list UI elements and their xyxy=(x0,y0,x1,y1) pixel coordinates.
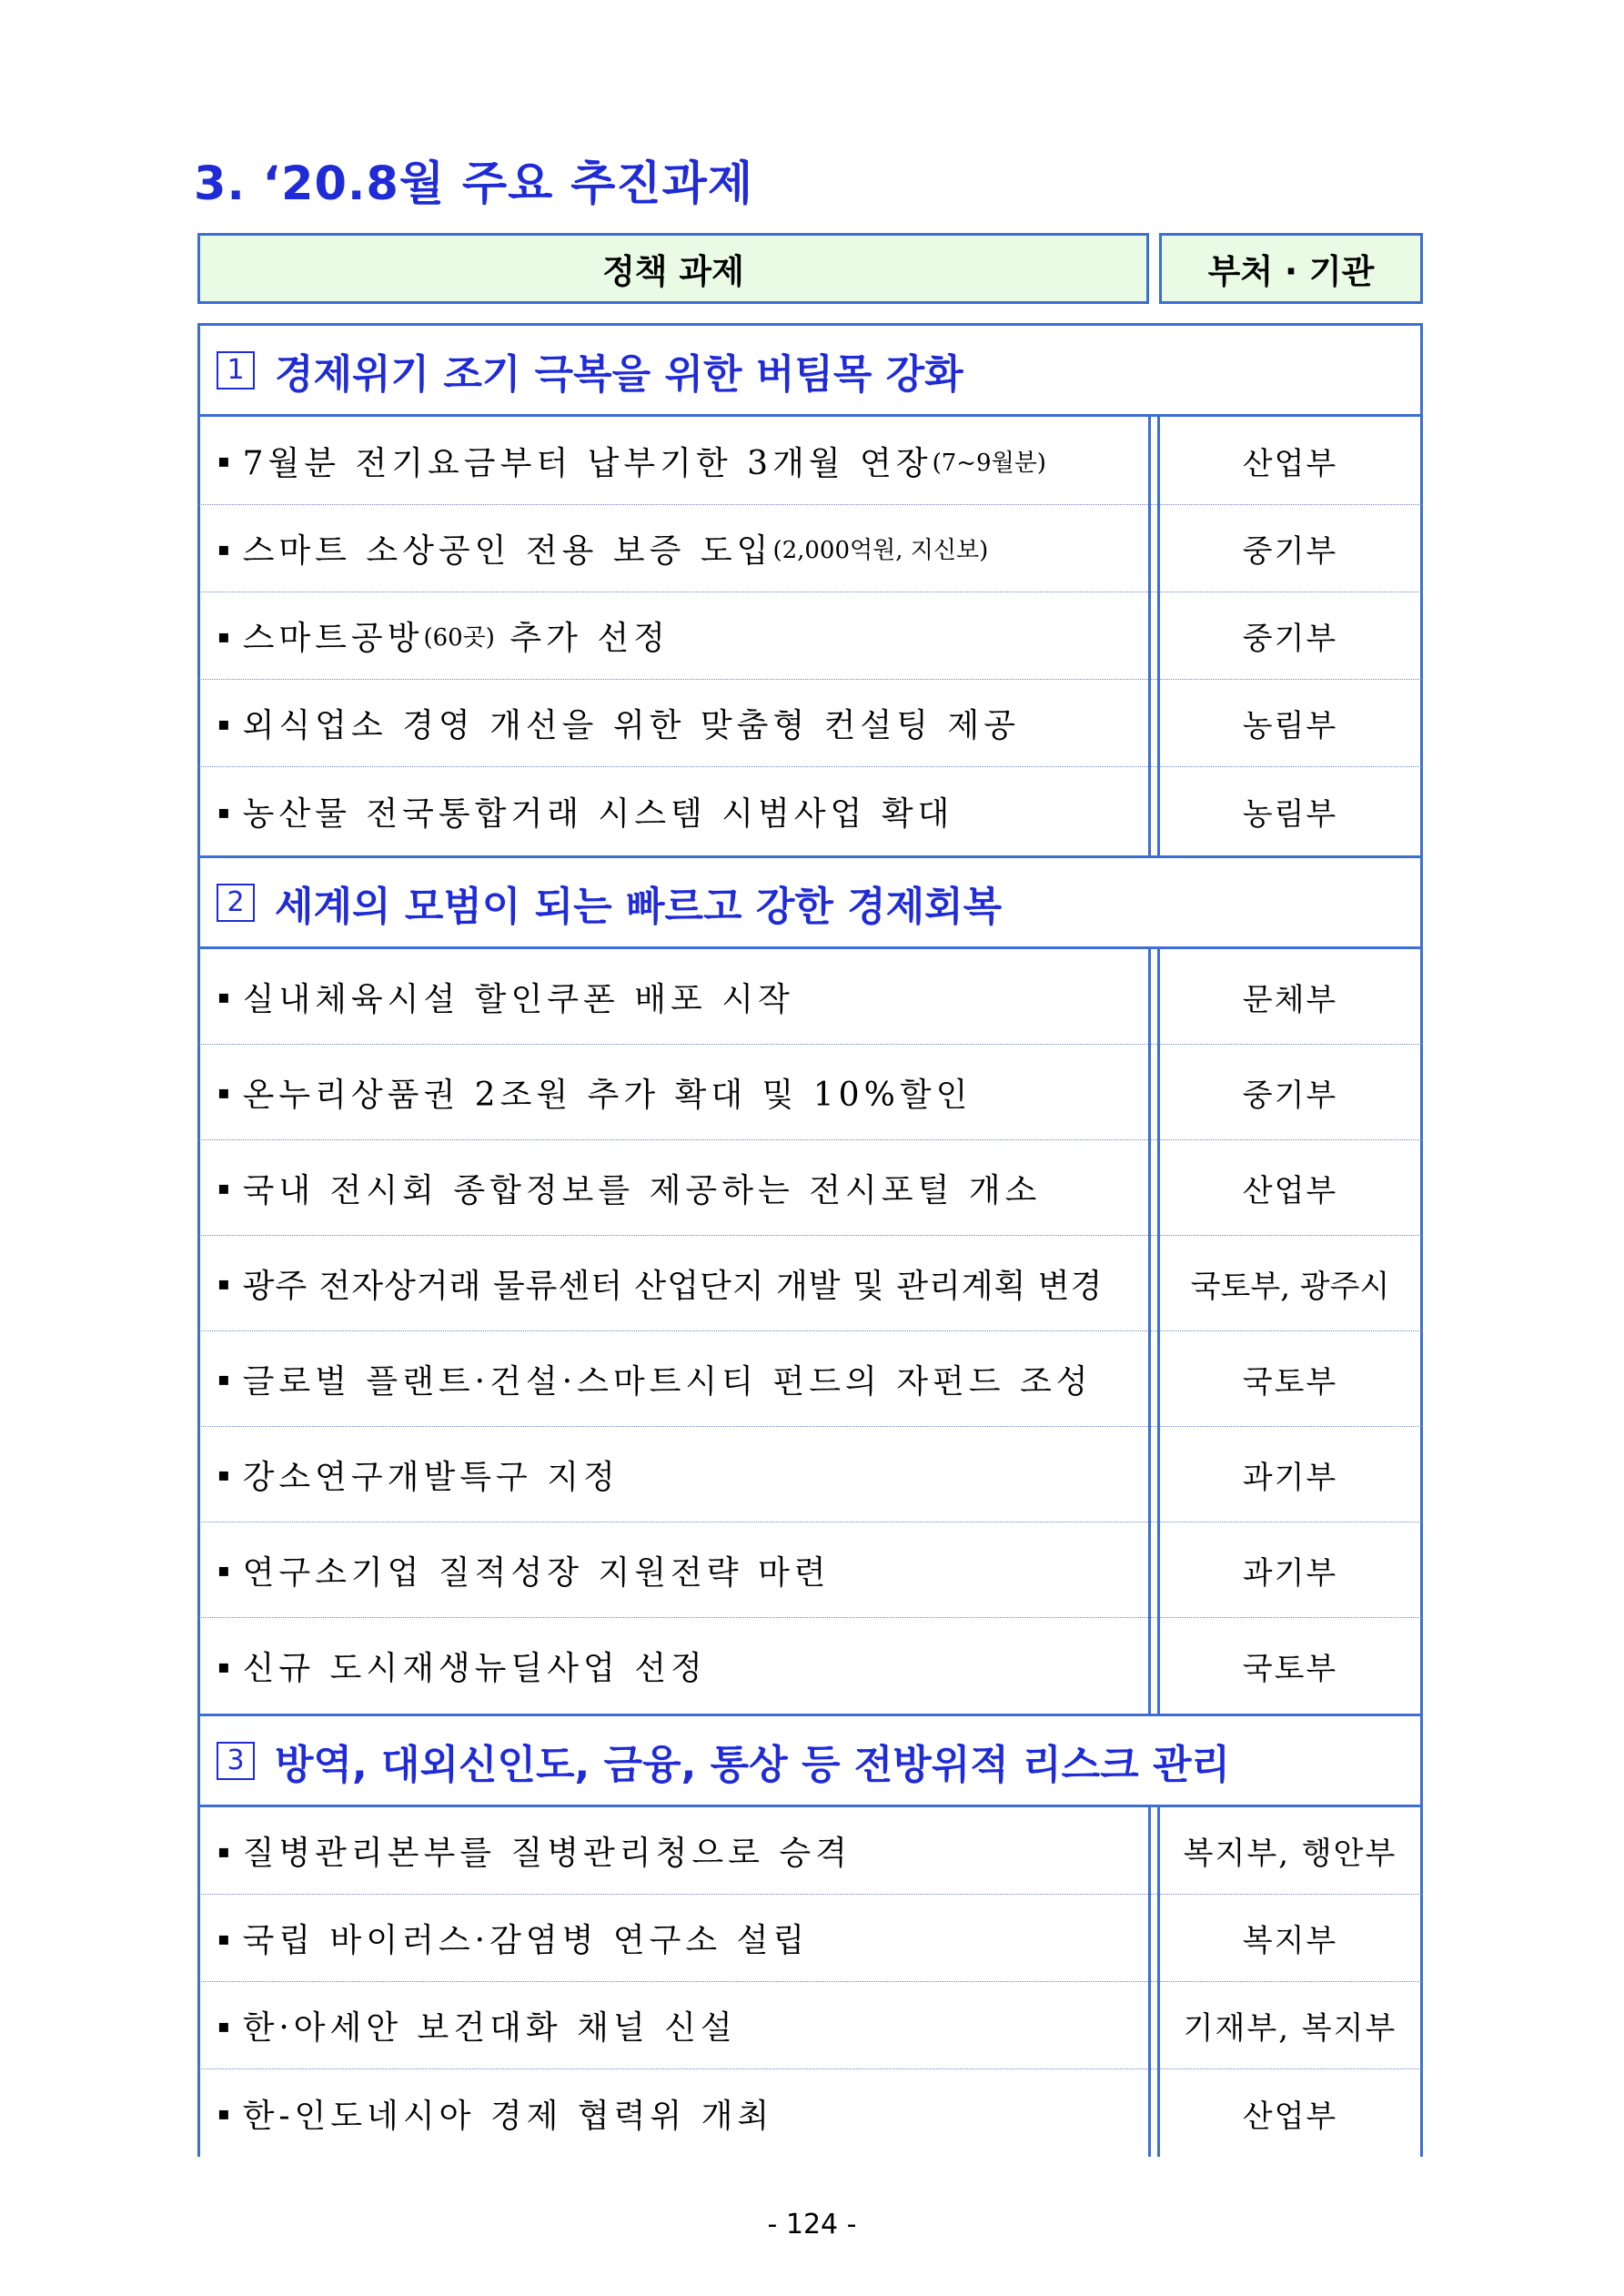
table-row xyxy=(197,767,1423,855)
task-note: (60곳) xyxy=(423,624,495,652)
task-text: 온누리상품권 2조원 추가 확대 및 10%할인 xyxy=(242,1076,973,1114)
bullet: ▪ xyxy=(217,1654,230,1677)
bullet: ▪ xyxy=(217,800,230,823)
task-text: 7월분 전기요금부터 납부기한 3개월 연장 xyxy=(242,444,933,482)
task-text: 스마트 소상공인 전용 보증 도입 xyxy=(242,532,773,570)
task-cell xyxy=(217,1236,1145,1330)
section-2-heading xyxy=(197,855,1423,949)
task-cell xyxy=(217,417,1145,504)
dept-cell: 국토부, 광주시 xyxy=(1190,1268,1390,1305)
dept-cell: 산업부 xyxy=(1242,2098,1338,2135)
task-cell xyxy=(217,592,1145,679)
section-3-heading xyxy=(197,1714,1423,1807)
dept-cell: 기재부, 복지부 xyxy=(1183,2010,1397,2047)
task-text: 한-인도네시아 경제 협력위 개최 xyxy=(242,2097,774,2135)
bullet: ▪ xyxy=(217,712,230,734)
task-cell xyxy=(217,505,1145,592)
bullet: ▪ xyxy=(217,1927,230,1949)
dept-cell: 과기부 xyxy=(1242,1554,1338,1592)
task-cell xyxy=(217,767,1145,855)
dept-cell: 중기부 xyxy=(1242,1077,1338,1114)
task-cell xyxy=(217,1895,1145,1981)
task-cell xyxy=(217,1522,1145,1617)
task-cell xyxy=(217,1982,1145,2068)
task-text: 연구소기업 질적성장 지원전략 마련 xyxy=(242,1553,831,1592)
section-3-table xyxy=(197,1807,1423,2157)
task-cell xyxy=(217,1618,1145,1714)
dept-cell: 중기부 xyxy=(1242,533,1338,570)
page-number: - 124 - xyxy=(767,2209,857,2240)
task-text: 국립 바이러스·감염병 연구소 설립 xyxy=(242,1922,810,1959)
task-cell xyxy=(217,1045,1145,1139)
task-text: 질병관리본부를 질병관리청으로 승격 xyxy=(242,1835,852,1872)
table-row xyxy=(197,417,1423,505)
dept-cell: 과기부 xyxy=(1242,1459,1338,1496)
task-cell xyxy=(217,680,1145,766)
header-task: 정책 과제 xyxy=(197,233,1149,304)
section-number: 3 xyxy=(217,1742,255,1780)
section-1-heading xyxy=(197,323,1423,417)
task-text: 스마트공방 xyxy=(242,620,424,657)
table-row xyxy=(197,1427,1423,1522)
table-row xyxy=(197,1895,1423,1982)
task-text: 강소연구개발특구 지정 xyxy=(242,1458,620,1496)
dept-cell: 중기부 xyxy=(1242,621,1338,657)
bullet: ▪ xyxy=(217,1463,230,1485)
bullet: ▪ xyxy=(217,537,230,560)
dept-cell: 국토부 xyxy=(1242,1651,1338,1687)
task-cell xyxy=(217,949,1145,1044)
dept-cell: 국토부 xyxy=(1242,1363,1338,1401)
bullet: ▪ xyxy=(217,1081,230,1103)
bullet: ▪ xyxy=(217,986,230,1007)
bullet: ▪ xyxy=(217,450,230,471)
page-title: 3. ‘20.8월 주요 추진과제 xyxy=(194,157,754,211)
task-text: 광주 전자상거래 물류센터 산업단지 개발 및 관리계획 변경 xyxy=(242,1267,1104,1305)
section-1-table xyxy=(197,417,1423,855)
table-row xyxy=(197,1140,1423,1236)
table-row xyxy=(197,1331,1423,1427)
header-dept: 부처 · 기관 xyxy=(1159,233,1423,304)
section-title: 세계의 모범이 되는 빠르고 강한 경제회복 xyxy=(275,883,1003,930)
table-row xyxy=(197,2069,1423,2157)
section-number: 2 xyxy=(217,884,255,922)
dept-cell: 농림부 xyxy=(1242,796,1338,833)
bullet: ▪ xyxy=(217,2102,230,2124)
table-row xyxy=(197,1522,1423,1618)
table-row xyxy=(197,1618,1423,1714)
table-row xyxy=(197,1982,1423,2069)
task-cell xyxy=(217,1140,1145,1235)
task-text: 농산물 전국통합거래 시스템 시범사업 확대 xyxy=(242,795,954,833)
task-text: 글로벌 플랜트·건설·스마트시티 펀드의 자펀드 조성 xyxy=(242,1362,1093,1401)
bullet: ▪ xyxy=(217,1177,230,1199)
table-row xyxy=(197,592,1423,680)
table-row xyxy=(197,505,1423,592)
dept-cell: 문체부 xyxy=(1242,981,1338,1018)
section-number: 1 xyxy=(217,351,255,389)
table-row xyxy=(197,949,1423,1045)
task-text: 한·아세안 보건대화 채널 신설 xyxy=(242,2009,737,2047)
dept-cell: 산업부 xyxy=(1242,445,1338,482)
table-row xyxy=(197,1045,1423,1140)
task-text: 외식업소 경영 개선을 위한 맞춤형 컨설팅 제공 xyxy=(242,707,1020,744)
task-note: (2,000억원, 지신보) xyxy=(772,537,989,564)
bullet: ▪ xyxy=(217,1839,230,1862)
dept-cell: 산업부 xyxy=(1242,1172,1338,1209)
task-text: 신규 도시재생뉴딜사업 선정 xyxy=(242,1650,707,1687)
task-cell xyxy=(217,1331,1145,1426)
table-row xyxy=(197,1236,1423,1331)
task-cell xyxy=(217,1427,1145,1522)
dept-cell: 복지부, 행안부 xyxy=(1183,1836,1397,1872)
task-cell xyxy=(217,2069,1145,2157)
section-title: 방역, 대외신인도, 금융, 통상 등 전방위적 리스크 관리 xyxy=(275,1741,1230,1788)
dept-cell: 복지부 xyxy=(1242,1923,1338,1959)
bullet: ▪ xyxy=(217,624,230,647)
bullet: ▪ xyxy=(217,2014,230,2037)
task-note: (7~9월분) xyxy=(932,449,1046,477)
section-2-table xyxy=(197,949,1423,1714)
task-text: 실내체육시설 할인쿠폰 배포 시작 xyxy=(242,980,794,1018)
bullet: ▪ xyxy=(217,1559,230,1581)
task-text-after: 추가 선정 xyxy=(494,620,670,657)
task-text: 국내 전시회 종합정보를 제공하는 전시포털 개소 xyxy=(242,1171,1042,1209)
table-row xyxy=(197,1807,1423,1895)
dept-cell: 농림부 xyxy=(1242,708,1338,744)
task-cell xyxy=(217,1807,1145,1894)
bullet: ▪ xyxy=(217,1368,230,1390)
bullet: ▪ xyxy=(217,1272,230,1294)
section-title: 경제위기 조기 극복을 위한 버팀목 강화 xyxy=(275,350,963,398)
table-row xyxy=(197,680,1423,767)
